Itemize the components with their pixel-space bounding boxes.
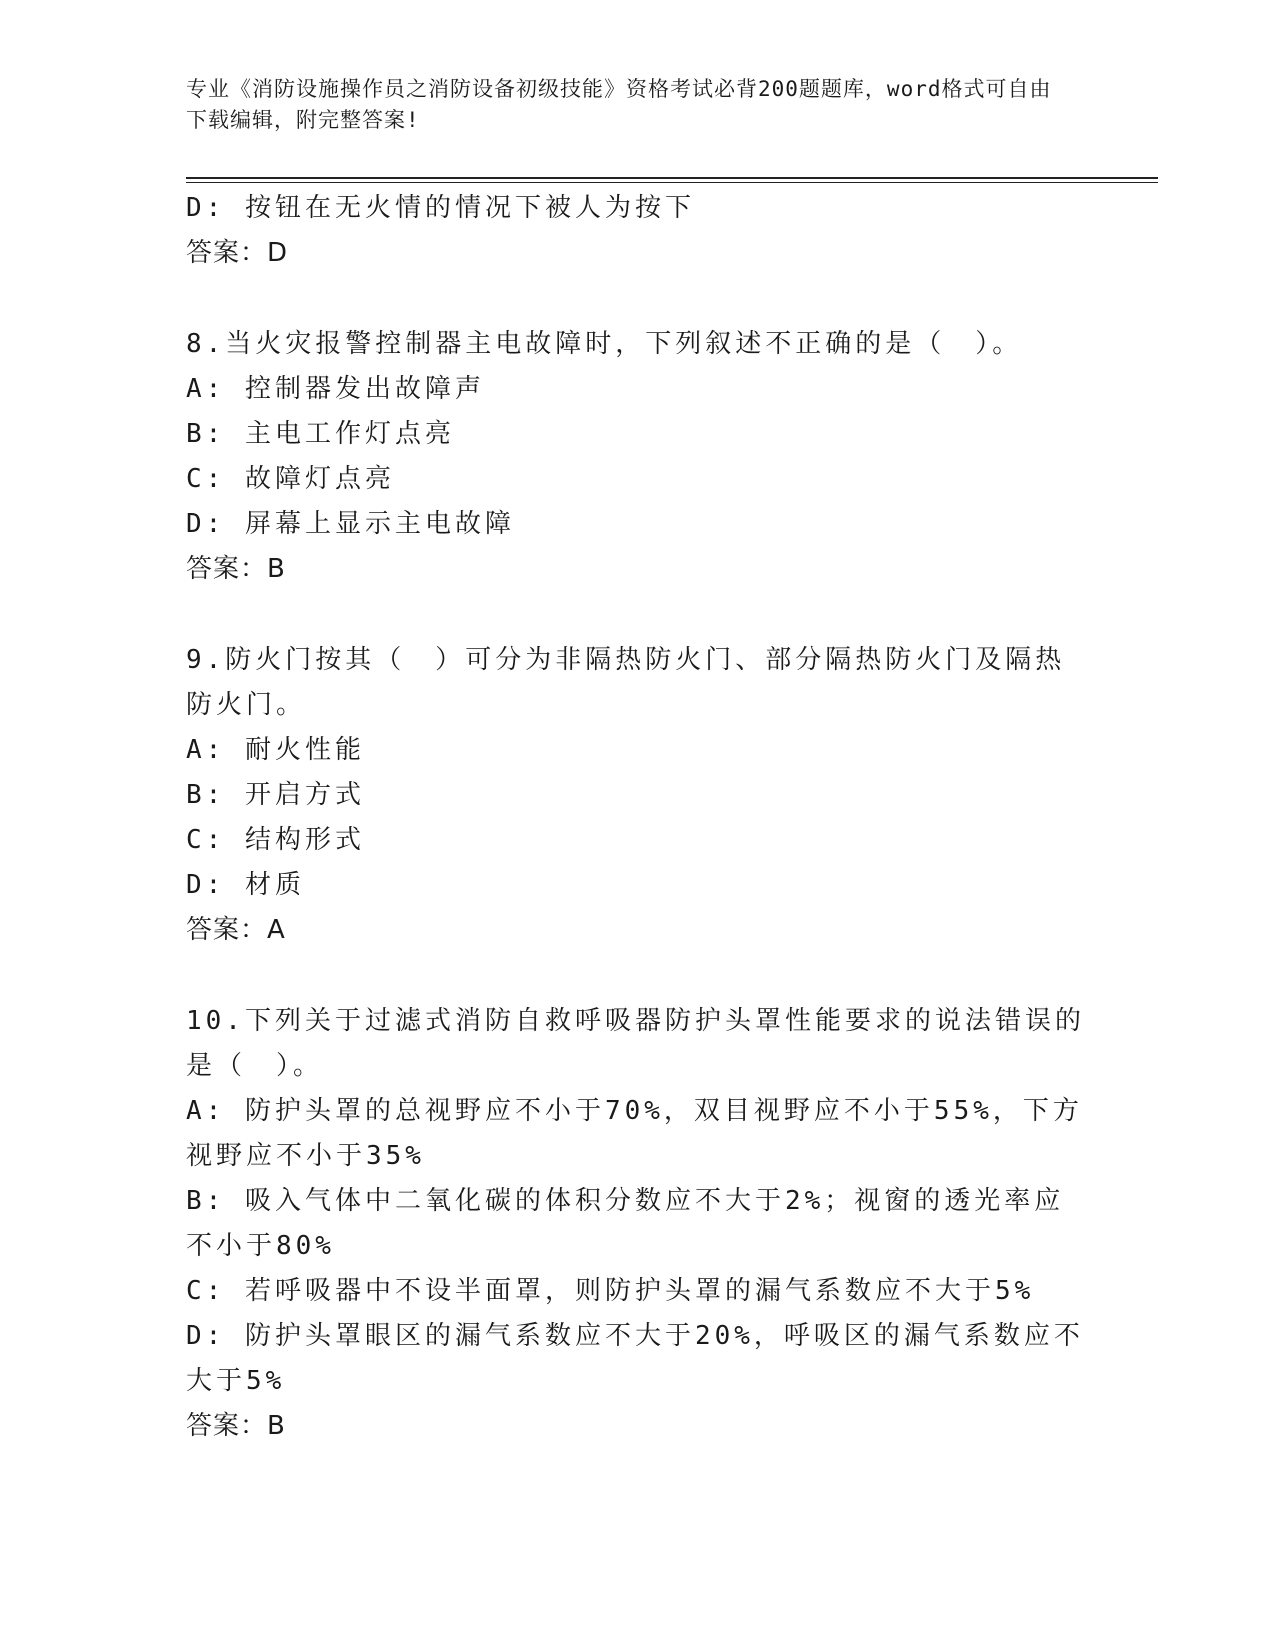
option-a: A: 控制器发出故障声 [186, 374, 485, 404]
option-d: D: 按钮在无火情的情况下被人为按下 [186, 193, 695, 223]
option-c: C: 结构形式 [186, 825, 365, 855]
option-b: B: 主电工作灯点亮 [186, 419, 455, 449]
question-8 [186, 322, 1086, 592]
option-d: D: 材质 [186, 870, 305, 900]
option-a: A: 耐火性能 [186, 735, 365, 765]
answer-line: 答案：A [186, 915, 286, 945]
option-b: B: 开启方式 [186, 780, 365, 810]
question-stem: 10.下列关于过滤式消防自救呼吸器防护头罩性能要求的说法错误的是（ ）。 [186, 1006, 1085, 1081]
header-divider [186, 177, 1158, 179]
option-a: A: 防护头罩的总视野应不小于70%，双目视野应不小于55%，下方视野应不小于35% [186, 1096, 1083, 1171]
answer-line: 答案：B [186, 554, 286, 584]
question-10 [186, 999, 1086, 1449]
question-stem: 8.当火灾报警控制器主电故障时，下列叙述不正确的是（ ）。 [186, 329, 1023, 359]
page-header: 专业《消防设施操作员之消防设备初级技能》资格考试必背200题题库，word格式可自由下载编辑，附完整答案! [186, 77, 1052, 132]
answer-line: 答案：B [186, 1411, 286, 1441]
answer-line: 答案：D [186, 238, 289, 268]
option-c: C: 故障灯点亮 [186, 464, 395, 494]
option-d: D: 屏幕上显示主电故障 [186, 509, 515, 539]
option-c: C: 若呼吸器中不设半面罩，则防护头罩的漏气系数应不大于5% [186, 1276, 1035, 1306]
option-d: D: 防护头罩眼区的漏气系数应不大于20%，呼吸区的漏气系数应不大于5% [186, 1321, 1084, 1396]
option-b: B: 吸入气体中二氧化碳的体积分数应不大于2%；视窗的透光率应不小于80% [186, 1186, 1065, 1261]
question-9 [186, 638, 1086, 953]
document-body [186, 186, 1086, 1449]
question-stem: 9.防火门按其（ ）可分为非隔热防火门、部分隔热防火门及隔热防火门。 [186, 645, 1066, 720]
previous-question-tail [186, 186, 1086, 276]
